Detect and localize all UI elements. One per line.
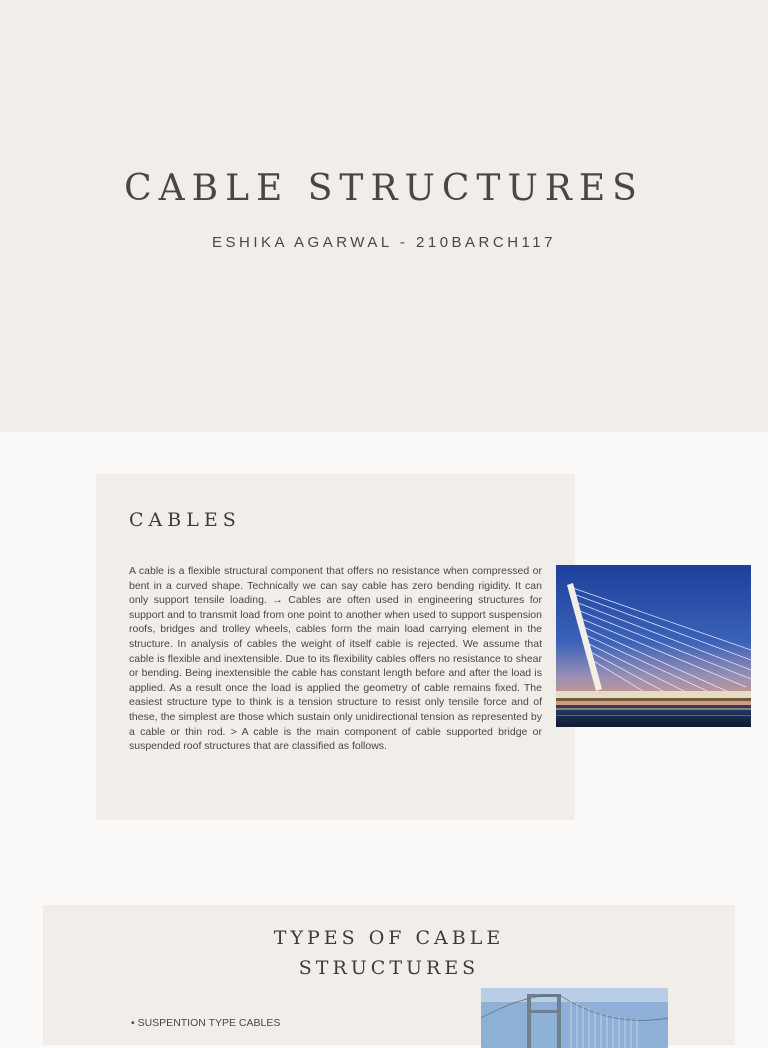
types-heading-line-2: STRUCTURES <box>298 957 480 979</box>
cable-stayed-bridge-image <box>556 565 751 727</box>
page-title: CABLE STRUCTURES <box>124 168 644 209</box>
cables-card <box>96 474 575 820</box>
cover-section <box>0 0 768 432</box>
author-subtitle: ESHIKA AGARWAL - 210BARCH117 <box>212 234 556 251</box>
cables-paragraph: A cable is a flexible structural component that offers no resistance when compressed or bent in a curved shape. Technically we can say cable has zero bending rigidity. It can only support tensile loading. → Cables are often used in engineering structures for support and to transmit load from one point to another when used to support suspension roofs, bridges and trolley wheels, cables form the main load carrying element in the structure. In analysis of cables the weight of itself cable is rejected. We assume that cable is flexible and inextensible. Due to its flexibility cables offers no resistance to shear or bending. Being inextensible the cable has constant length before and after the load is applied. As a result once the load is applied the geometry of cable remains fixed. The easiest structure type to think is a tension structure to resist only tensile force and of these, the simplest are those which sustain only unidirectional tension as represented by a cable or thin rod. > A cable is the main component of cable supported bridge or suspended roof structures that are classified as follows. <box>129 565 542 753</box>
list-item: • SUSPENTION TYPE CABLES <box>131 1017 280 1029</box>
cables-heading: CABLES <box>129 509 241 531</box>
types-list <box>131 1017 280 1029</box>
types-heading <box>43 923 735 983</box>
suspension-bridge-image <box>481 988 668 1048</box>
types-heading-line-1: TYPES OF CABLE <box>273 927 505 949</box>
